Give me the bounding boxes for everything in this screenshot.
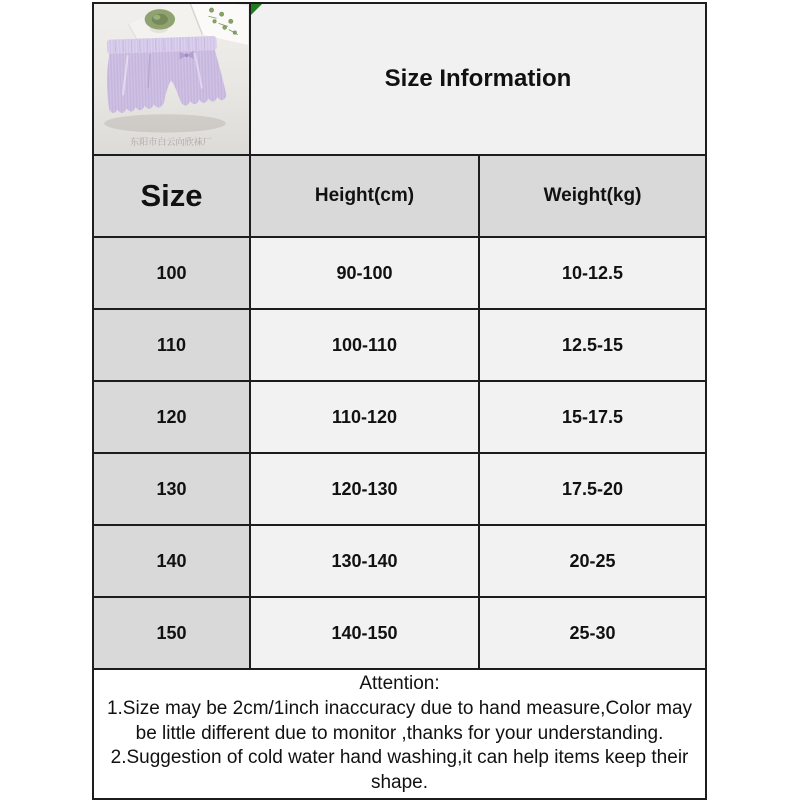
height-cell: 110-120 [250, 381, 479, 453]
table-row [93, 309, 706, 381]
height-cell: 130-140 [250, 525, 479, 597]
table-row [93, 237, 706, 309]
attention-label: Attention: [359, 673, 440, 695]
attention-row [93, 669, 706, 799]
page-title: Size Information [384, 65, 572, 92]
table-row [93, 525, 706, 597]
size-chart-sheet [92, 2, 707, 800]
attention-item-1: 1.Size may be 2cm/1inch inaccuracy due to hand measure,Color may be little different due to monitor ,thanks for your understanding. [106, 697, 693, 744]
size-cell: 120 [93, 381, 250, 453]
attention-item-2: 2.Suggestion of cold water hand washing,it can help items keep their shape. [110, 747, 689, 794]
table-row [93, 597, 706, 669]
product-photo-cell [93, 3, 250, 155]
weight-cell: 17.5-20 [479, 453, 706, 525]
weight-cell: 12.5-15 [479, 309, 706, 381]
weight-cell: 10-12.5 [479, 237, 706, 309]
size-chart-table [92, 2, 707, 800]
size-cell: 130 [93, 453, 250, 525]
excel-green-triangle-icon [251, 4, 262, 15]
height-cell: 90-100 [250, 237, 479, 309]
weight-cell: 25-30 [479, 597, 706, 669]
shorts-shadow [104, 114, 226, 132]
weight-cell: 15-17.5 [479, 381, 706, 453]
size-cell: 110 [93, 309, 250, 381]
table-header-row [93, 155, 706, 237]
weight-cell: 20-25 [479, 525, 706, 597]
top-row [93, 3, 706, 155]
size-cell: 100 [93, 237, 250, 309]
height-cell: 140-150 [250, 597, 479, 669]
height-cell: 100-110 [250, 309, 479, 381]
column-header-weight: Weight(kg) [479, 155, 706, 237]
product-photo [94, 4, 249, 154]
table-row [93, 453, 706, 525]
size-information-title-cell [250, 3, 706, 155]
size-cell: 140 [93, 525, 250, 597]
table-row [93, 381, 706, 453]
attention-note [93, 669, 706, 799]
size-cell: 150 [93, 597, 250, 669]
column-header-height: Height(cm) [250, 155, 479, 237]
column-header-size: Size [93, 155, 250, 237]
product-photo-illustration [94, 4, 249, 154]
height-cell: 120-130 [250, 453, 479, 525]
photo-watermark: 东阳市白云向欣袜厂 [130, 136, 212, 147]
